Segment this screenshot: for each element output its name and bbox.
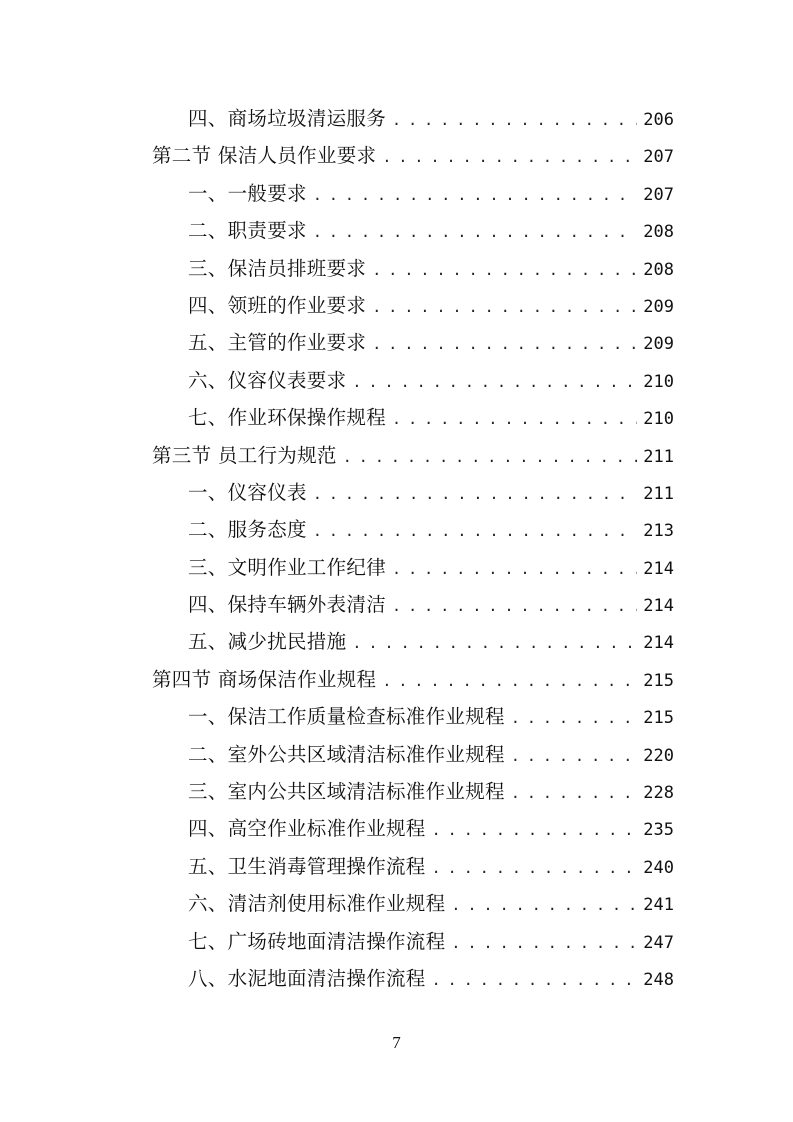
toc-entry-title: 三、室内公共区域清洁标准作业规程	[188, 780, 505, 804]
toc-entry-page-number: 208	[643, 222, 674, 243]
toc-entry-title: 三、保洁员排班要求	[188, 256, 367, 280]
toc-dot-leader	[451, 925, 637, 962]
toc-entry[interactable]	[152, 586, 674, 623]
toc-dot-leader	[432, 812, 637, 849]
toc-entry-title: 二、服务态度	[188, 518, 307, 542]
toc-entry-title: 八、水泥地面清洁操作流程	[188, 966, 426, 990]
toc-entry[interactable]	[152, 549, 674, 586]
toc-dot-leader	[382, 663, 637, 700]
toc-dot-leader	[343, 439, 637, 476]
toc-entry[interactable]	[152, 923, 674, 960]
toc-entry[interactable]	[152, 474, 674, 511]
toc-entry-page-number: 215	[643, 708, 674, 729]
toc-entry[interactable]	[152, 100, 674, 137]
toc-dot-leader	[313, 177, 637, 214]
toc-entry-title: 三、文明作业工作纪律	[188, 555, 387, 579]
toc-dot-leader	[432, 850, 637, 887]
toc-entry-page-number: 211	[643, 446, 674, 467]
toc-entry-page-number: 213	[643, 521, 674, 542]
toc-dot-leader	[392, 551, 637, 588]
toc-entry[interactable]	[152, 848, 674, 885]
toc-entry-title: 五、减少扰民措施	[188, 630, 347, 654]
toc-dot-leader	[382, 139, 637, 176]
toc-entry-page-number: 210	[643, 409, 674, 430]
toc-dot-leader	[372, 289, 637, 326]
table-of-contents	[152, 100, 674, 997]
toc-dot-leader	[511, 700, 637, 737]
toc-dot-leader	[372, 252, 637, 289]
toc-section-entry[interactable]	[152, 437, 674, 474]
toc-entry-title: 四、商场垃圾清运服务	[188, 107, 387, 130]
toc-entry-page-number: 211	[643, 483, 674, 504]
toc-entry-title: 第三节 员工行为规范	[152, 443, 337, 467]
toc-dot-leader	[392, 401, 637, 438]
toc-entry-page-number: 207	[643, 147, 674, 168]
toc-entry-page-number: 240	[643, 857, 674, 878]
toc-entry[interactable]	[152, 362, 674, 399]
toc-entry-title: 一、保洁工作质量检查标准作业规程	[188, 705, 505, 729]
toc-entry[interactable]	[152, 773, 674, 810]
toc-dot-leader	[511, 775, 637, 812]
toc-entry-title: 五、卫生消毒管理操作流程	[188, 854, 426, 878]
toc-dot-leader	[392, 102, 637, 139]
toc-dot-leader	[432, 962, 637, 999]
toc-dot-leader	[313, 476, 637, 513]
toc-entry-title: 二、职责要求	[188, 219, 307, 243]
toc-entry[interactable]	[152, 175, 674, 212]
toc-entry[interactable]	[152, 960, 674, 997]
toc-entry-page-number: 220	[643, 745, 674, 766]
toc-entry[interactable]	[152, 810, 674, 847]
toc-dot-leader	[511, 738, 637, 775]
toc-entry[interactable]	[152, 287, 674, 324]
toc-entry-title: 四、领班的作业要求	[188, 293, 367, 317]
toc-entry[interactable]	[152, 885, 674, 922]
toc-dot-leader	[352, 364, 637, 401]
toc-dot-leader	[352, 625, 637, 662]
toc-entry-title: 七、作业环保操作规程	[188, 406, 387, 430]
toc-entry-page-number: 214	[643, 633, 674, 654]
toc-dot-leader	[313, 214, 637, 251]
toc-entry-page-number: 248	[643, 969, 674, 990]
toc-entry-title: 一、一般要求	[188, 181, 307, 205]
toc-entry-page-number: 207	[643, 184, 674, 205]
page-number: 7	[392, 1033, 401, 1052]
toc-section-entry[interactable]	[152, 661, 674, 698]
toc-entry-title: 二、室外公共区域清洁标准作业规程	[188, 742, 505, 766]
toc-entry-title: 六、仪容仪表要求	[188, 368, 347, 392]
toc-section-entry[interactable]	[152, 137, 674, 174]
toc-entry-page-number: 214	[643, 558, 674, 579]
toc-entry-page-number: 247	[643, 932, 674, 953]
toc-entry-page-number: 215	[643, 670, 674, 691]
toc-dot-leader	[392, 588, 637, 625]
toc-entry[interactable]	[152, 511, 674, 548]
toc-entry-title: 五、主管的作业要求	[188, 331, 367, 355]
toc-entry[interactable]	[152, 399, 674, 436]
toc-entry-page-number: 206	[643, 110, 674, 130]
toc-entry-page-number: 209	[643, 334, 674, 355]
toc-entry-page-number: 210	[643, 371, 674, 392]
toc-entry[interactable]	[152, 736, 674, 773]
toc-entry-page-number: 208	[643, 259, 674, 280]
toc-entry-title: 一、仪容仪表	[188, 480, 307, 504]
toc-dot-leader	[313, 513, 637, 550]
toc-entry-title: 七、广场砖地面清洁操作流程	[188, 929, 446, 953]
toc-entry-title: 六、清洁剂使用标准作业规程	[188, 892, 446, 916]
toc-entry-page-number: 209	[643, 296, 674, 317]
toc-entry-title: 四、高空作业标准作业规程	[188, 817, 426, 841]
toc-entry[interactable]	[152, 698, 674, 735]
toc-entry-title: 四、保持车辆外表清洁	[188, 593, 387, 617]
toc-entry-page-number: 228	[643, 783, 674, 804]
toc-entry-title: 第二节 保洁人员作业要求	[152, 144, 377, 168]
toc-dot-leader	[451, 887, 637, 924]
toc-entry[interactable]	[152, 324, 674, 361]
toc-entry[interactable]	[152, 250, 674, 287]
toc-entry-page-number: 235	[643, 820, 674, 841]
toc-entry-title: 第四节 商场保洁作业规程	[152, 667, 377, 691]
toc-dot-leader	[372, 326, 637, 363]
toc-entry[interactable]	[152, 212, 674, 249]
toc-entry-page-number: 214	[643, 596, 674, 617]
toc-entry[interactable]	[152, 623, 674, 660]
toc-entry-page-number: 241	[643, 895, 674, 916]
